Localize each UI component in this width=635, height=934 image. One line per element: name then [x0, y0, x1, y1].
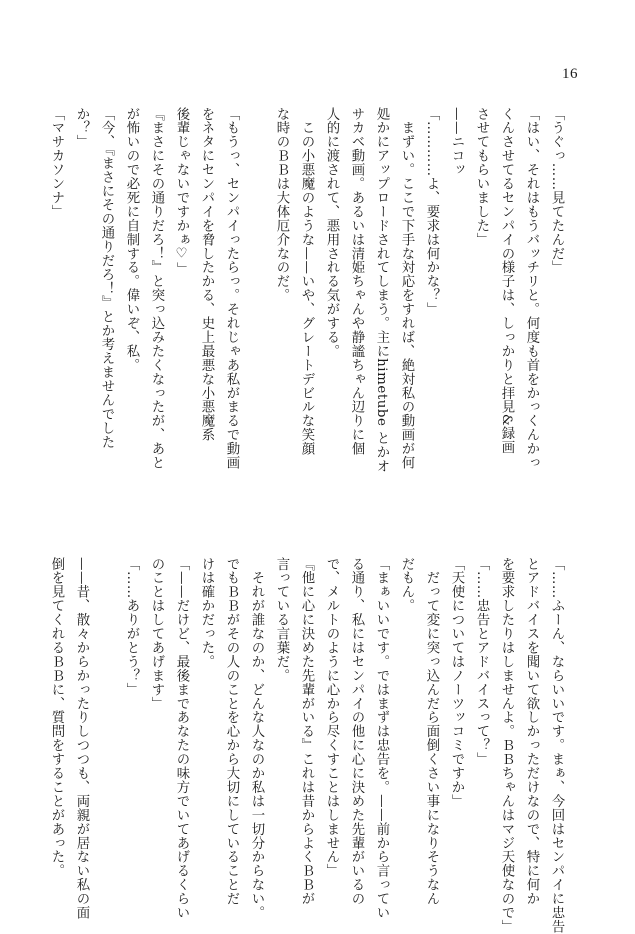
top-text-block — [44, 107, 569, 477]
text-line: この小悪魔のような——いや、グレートデビルな笑顔 — [299, 107, 314, 456]
text-line: くんさせてるセンパイの様子は、しっかりと拝見&録画 — [499, 107, 514, 455]
text-line: で、メルトのように心から尽くすことはしません」 — [324, 557, 339, 878]
text-line: か？」 — [74, 107, 89, 149]
text-line: が怖いので必死に自制する。偉いぞ、私。 — [124, 107, 139, 373]
text-line: けは確かだった。 — [199, 557, 214, 669]
text-line: 「もうっ、センパイったらっ。それじゃあ私がまるで動画 — [224, 107, 239, 470]
text-line: 「……忠告とアドバイスって？」 — [474, 557, 489, 767]
text-line: サカベ動画。あるいは清姫ちゃんや静謐ちゃん辺りに個 — [349, 107, 364, 456]
text-line — [244, 107, 269, 477]
text-line: 「天使についてはノーツッコミですか」 — [449, 557, 464, 809]
text-line: ——ニコッ — [449, 107, 464, 177]
text-line: 『他に心に決めた先輩がいる』これは昔からよくＢＢが — [299, 557, 314, 906]
text-line: 処かにアップロードされてしまう。主にhimetube とかオ — [374, 107, 389, 474]
text-line: 「まぁいいです。ではまずは忠告を。——前から言ってい — [374, 557, 389, 920]
text-line: 『まさにその通りだろ！』と突っ込みたくなったが、あと — [149, 107, 164, 470]
page-number: 16 — [562, 66, 578, 82]
text-line: それが誰なのか、どんな人なのか私は一切分からない。 — [249, 557, 264, 920]
text-line: 後輩じゃないですかぁ♡」 — [174, 107, 189, 276]
text-line: る通り、私にはセンパイの他に心に決めた先輩がいるの — [349, 557, 364, 906]
bottom-text-block — [44, 557, 569, 934]
text-line: 「はい、それはもうバッチリと。何度も首をかっくんかっ — [524, 107, 539, 470]
text-line: 人的に渡されて、悪用される気がする。 — [324, 107, 339, 359]
text-line: 「マサカソンナ」 — [49, 107, 64, 219]
text-line: 「…………よ、要求は何かな？」 — [424, 107, 439, 317]
text-line: 言っている言葉だ。 — [274, 557, 289, 683]
text-line: まずい。ここで下手な対応をすれば、絶対私の動画が何 — [399, 107, 414, 470]
text-line: ——昔、散々からかったりしつつも、両親が居ない私の面 — [74, 557, 89, 920]
text-line: だって変に突っ込んだら面倒くさい事になりそうなん — [424, 557, 439, 906]
text-line: でもＢＢがその人のことを心から大切にしていることだ — [224, 557, 239, 906]
text-line: とアドバイスを聞いて欲しかっただけなので、特に何か — [524, 557, 539, 906]
text-line: させてもらいました」 — [474, 107, 489, 247]
text-line: をネタにセンパイを脅したかる、史上最悪な小悪魔系 — [199, 107, 214, 442]
text-line: 倒を見てくれるＢＢに、質問をすることがあった。 — [49, 557, 64, 878]
text-line: のことはしてあげます」 — [149, 557, 164, 711]
text-line: 「——だけど、最後まであなたの味方でいてあげるくらい — [174, 557, 189, 920]
text-line: だもん。 — [399, 557, 414, 613]
text-line — [94, 557, 119, 852]
text-line: な時のＢＢは大体厄介なのだ。 — [274, 107, 289, 303]
text-line: 「今、『まさにその通りだろ！』とか考えませんでした — [99, 107, 114, 450]
text-line: を要求したりはしませんよ。ＢＢちゃんはマジ天使なので」 — [499, 557, 514, 934]
text-line: 「うぐっ……見てたんだ」 — [549, 107, 564, 275]
text-line: 「……ふーん、ならいいです。まぁ、今回はセンパイに忠告 — [549, 557, 564, 934]
text-line: 「……ありがとう？」 — [124, 557, 139, 697]
